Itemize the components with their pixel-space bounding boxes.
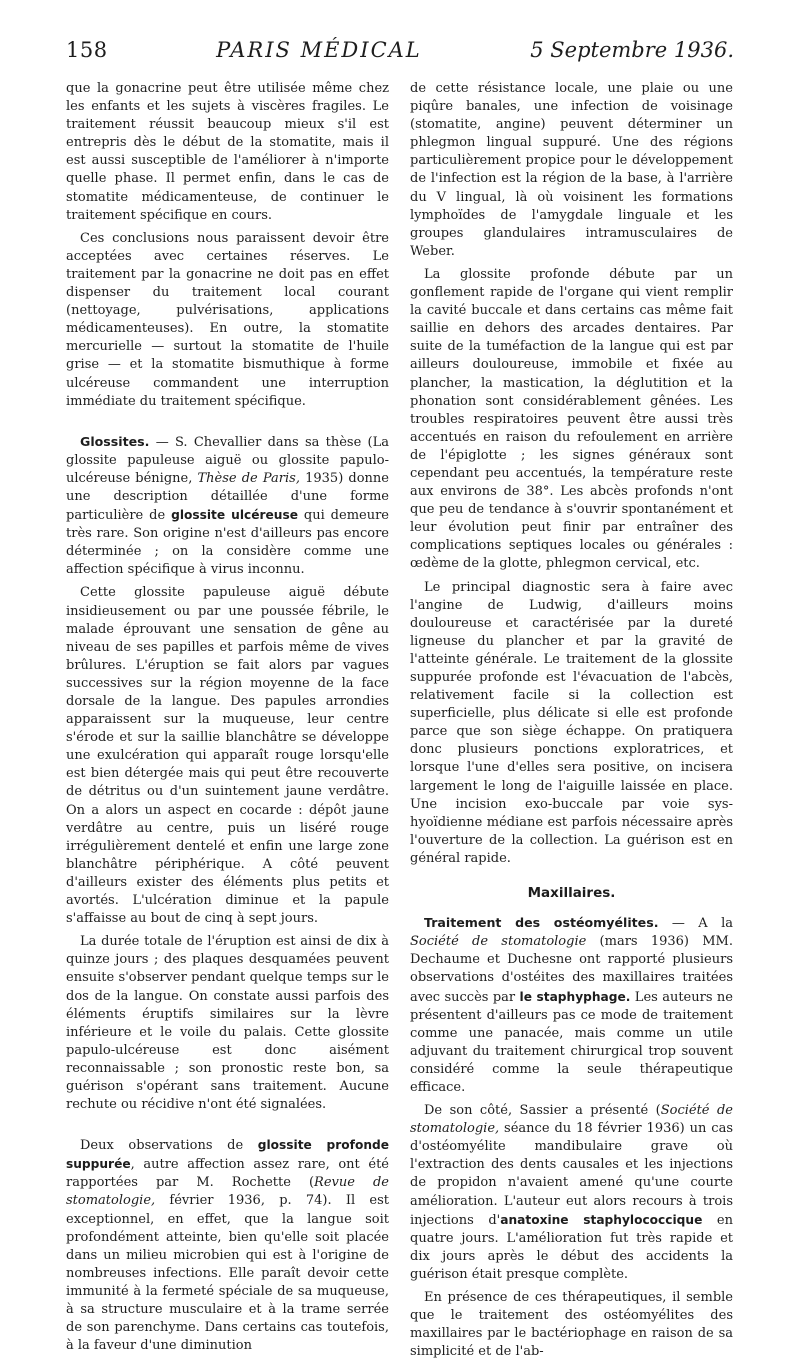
osteomyelites-paragraph: Traitement des ostéomyélites. — A la Société de stomatologie (mars 1936) MM. Dechaume et Duchesne ont rapporté plusieurs observations d'ostéites des maxillaires traitées avec succès par le staphyphage. Les auteurs ne présentent d'ailleurs pas ce mode de traitement comme une panacée, mais comme un utile adjuvant du traitement chirurgical trop souvent considéré comme la seule thérapeutique efficace. bbox=[410, 915, 734, 1095]
left-column bbox=[66, 80, 389, 1360]
running-header bbox=[66, 38, 734, 78]
right-column bbox=[410, 80, 733, 1366]
paragraph: de cette résistance locale, une plaie ou une piqûre banales, une infection de voisinage (stomatite, angine) peuvent déterminer un phlegmon lingual suppuré. Une des régions particulièrement propice pour le développement de l'infection est la région de la base, à l'arrière du V lingual, là où voisinent les formations lymphoïdes de l'amygdale linguale et les groupes glandulaires intramusculaires de Weber. bbox=[410, 81, 733, 259]
glossite-profonde-paragraph: Deux observations de glossite profonde suppurée, autre affection assez rare, ont été rapportées par M. Rochette (Revue de stomatologie, février 1936, p. 74). Il est exceptionnel, en effet, que la langue soit profondément atteinte, bien qu'elle soit placée dans un milieu microbien qui est à l'origine de nombreuses infections. Elle paraît devoir cette immunité à la fermeté spéciale de sa muqueuse, à sa structure musculaire et à la trame serrée de son parenchyme. Dans certains cas toutefois, à la faveur d'une diminution bbox=[66, 1138, 389, 1354]
page-number: 158 bbox=[66, 38, 108, 62]
society-reference: Société de stomatologie, bbox=[410, 1103, 733, 1137]
sassier-paragraph: De son côté, Sassier a présenté (Société de stomatologie, séance du 18 février 1936) un cas d'ostéomyélite mandibulaire grave où l'extraction des dents causales et les injections de propidon n'avaient amené qu'une courte amélioration. L'auteur eut alors recours à trois injections d'anatoxine staphylococcique en quatre jours. L'amélioration fut très rapide et dix jours après le début des accidents la guérison était presque complète. bbox=[410, 1103, 734, 1282]
journal-reference: Revue de stomatologie, bbox=[66, 1175, 389, 1209]
paragraph: Ces conclusions nous paraissent devoir être acceptées avec certaines réserves. Le traitement par la gonacrine ne doit pas en effet dispenser du traitement local courant (nettoyage, pulvérisations, applications médicamenteuses). En outre, la stomatite mercurielle — surtout la stomatite de l'huile grise — et la stomatite bismuthique à forme ulcéreuse commandent une interruption immédiate du traitement spécifique. bbox=[66, 230, 389, 409]
glossites-paragraph: Glossites. — S. Chevallier dans sa thèse (La glossite papuleuse aiguë ou glossite papulo-ulcéreuse bénigne, Thèse de Paris, 1935) donne une description détaillée d'une forme particulière de glossite ulcéreuse qui demeure très rare. Son origine n'est d'ailleurs pas encore déterminée ; on la considère comme une affection spécifique à virus inconnu. bbox=[66, 433, 389, 578]
bold-term: anatoxine staphylococcique bbox=[500, 1212, 703, 1227]
section-run-in-heading: Traitement des ostéomyélites. bbox=[424, 915, 659, 931]
journal-title: PARIS MÉDICAL bbox=[216, 38, 422, 62]
paragraph: Cette glossite papuleuse aiguë débute insidieusement ou par une poussée fébrile, le malade éprouvant une sensation de gêne au niveau de ses papilles et parfois même de vives brûlures. L'éruption se fait alors par vagues successives sur la région moyenne de la face dorsale de la langue. Des papules arrondies apparaissent sur la muqueuse, leur centre s'érode et sur la saillie blanchâtre se développe une exulcération qui apparaît rouge lorsqu'elle est bien détergée mais qui peut être recouverte de détritus ou d'un suintement jaune verdâtre. On a alors un aspect en cocarde : dépôt jaune verdâtre au centre, puis un liséré rouge irrégulièrement dentelé et enfin une large zone blanchâtre périphérique. A côté peuvent d'ailleurs exister des éléments plus petits et avortés. L'ulcération diminue et la papule s'affaisse au bout de cinq à sept jours. bbox=[66, 585, 389, 927]
section-heading: Maxillaires. bbox=[527, 885, 616, 902]
issue-date: 5 Septembre 1936. bbox=[530, 38, 734, 62]
paragraph: Le principal diagnostic sera à faire avec l'angine de Ludwig, d'ailleurs moins douloureuse et caractérisée par la dureté ligneuse du plancher et par la gravité de l'atteinte générale. Le traitement de la glossite suppurée profonde est l'évacuation de l'abcès, relativement facile si la collection est superficielle, plus délicate si elle est profonde parce que son siège échappe. On pratiquera donc plusieurs ponctions exploratrices, et lorsque l'une d'elles sera positive, on incisera largement le long de l'aiguille laissée en place. Une incision exo-buccale par voie sys-hyoïdienne médiane est parfois nécessaire après l'ouverture de la collection. La guérison est en général rapide. bbox=[410, 579, 733, 866]
paragraph: En présence de ces thérapeutiques, il semble que le traitement des ostéomyélites des maxillaires par le bactériophage en raison de sa simplicité et de l'ab- bbox=[410, 1290, 733, 1360]
bold-term: glossite profonde suppurée bbox=[66, 1138, 389, 1172]
thesis-reference: Thèse de Paris, bbox=[197, 470, 300, 486]
bold-term: le staphyphage. bbox=[519, 989, 631, 1004]
paragraph: La glossite profonde débute par un gonflement rapide de l'organe qui vient remplir la cavité buccale et dans certains cas même fait saillie en dehors des arcades dentaires. Par suite de la tuméfaction de la langue qui est par ailleurs douloureuse, immobile et fixée au plancher, la mastication, la déglutition et la phonation sont considérablement gênées. Les troubles respiratoires peuvent être aussi très accentués en raison du refoulement en arrière de l'épiglotte ; les signes généraux sont cependant peu accentués, la température reste aux environs de 38°. Les abcès profonds n'ont que peu de tendance à s'ouvrir spontanément et leur évolution peut finir par entraîner des complications septiques locales ou générales : œdème de la glotte, phlegmon cervical, etc. bbox=[410, 266, 733, 572]
paragraph: La durée totale de l'éruption est ainsi de dix à quinze jours ; des plaques desquamées peuvent ensuite s'observer pendant quelque temps sur le dos de la langue. On constate aussi parfois des éléments éruptifs similaires sur la lèvre inférieure et le voile du palais. Cette glossite papulo-ulcéreuse est donc aisément reconnaissable ; son pronostic reste bon, sa guérison s'opérant sans traitement. Aucune rechute ou récidive n'ont été signalées. bbox=[66, 934, 389, 1113]
section-run-in-heading: Glossites. bbox=[80, 433, 150, 449]
paragraph: que la gonacrine peut être utilisée même chez les enfants et les sujets à viscères fragiles. Le traitement réussit beaucoup mieux s'il est entrepris dès le début de la stomatite, mais il est aussi susceptible de l'améliorer à n'importe quelle phase. Il permet enfin, dans le cas de stomatite médicamenteuse, de continuer le traitement spécifique en cours. bbox=[66, 81, 389, 223]
bold-term: glossite ulcéreuse bbox=[171, 508, 298, 523]
society-reference: Société de stomatologie bbox=[410, 934, 587, 950]
